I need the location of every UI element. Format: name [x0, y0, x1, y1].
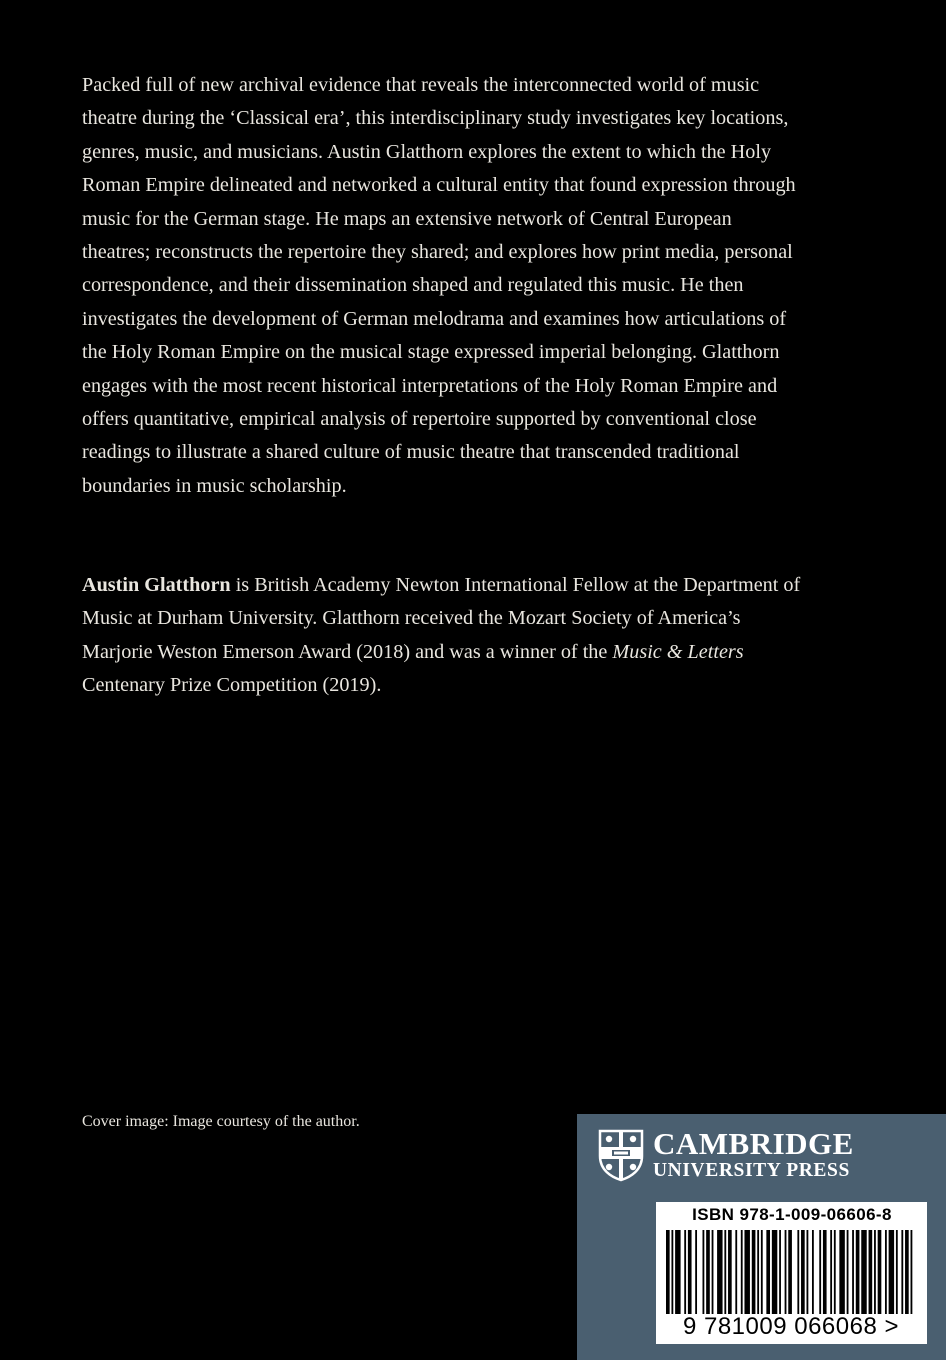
barcode-bar	[861, 1230, 866, 1314]
barcode-bar	[856, 1230, 860, 1314]
barcode-bar	[788, 1230, 792, 1314]
author-name: Austin Glatthorn	[82, 574, 231, 596]
barcode-bar	[801, 1230, 805, 1314]
barcode-bar	[834, 1230, 836, 1314]
barcode-bar	[728, 1230, 732, 1314]
book-description: Packed full of new archival evidence that reveals the interconnected world of music theatre during the ‘Classical era’, this interdisciplinary study investigates key locations, genres, music, and musicians. Austin Glatthorn explores the extent to which the Holy Roman Empire delineated and networked a cultural entity that found expression through music for the German stage. He maps an extensive network of Central European theatres; reconstructs the repertoire they shared; and explores how print media, personal correspondence, and their dissemination shaped and regulated this music. He then investigates the development of German melodrama and examines how articulations of the Holy Roman Empire on the musical stage expressed imperial belonging. Glatthorn engages with the most recent historical interpretations of the Holy Roman Empire and offers quantitative, empirical analysis of repertoire supported by conventional close readings to illustrate a shared culture of music theatre that transcended traditional boundaries in music scholarship.	[82, 74, 796, 497]
author-bio-text-1: is British Academy Newton International Fellow at the Department of Music at Durham University. Glatthorn received the Mozart Society of America’s Marjorie Weston Emerson Award (2018) and was a winner of the	[82, 574, 801, 663]
barcode-bar	[684, 1230, 686, 1314]
barcode-bar	[896, 1230, 898, 1314]
barcode-bar	[671, 1230, 673, 1314]
publisher-name-line2: UNIVERSITY PRESS	[653, 1160, 850, 1181]
isbn-label: ISBN 978-1-009-06606-8	[692, 1205, 892, 1224]
barcode-bar	[839, 1230, 844, 1314]
barcode-bar	[874, 1230, 876, 1314]
barcode-bar	[712, 1230, 714, 1314]
barcode-bar	[878, 1230, 882, 1314]
barcode-bar	[779, 1230, 781, 1314]
journal-title: Music & Letters	[612, 640, 744, 663]
barcode-bar	[819, 1230, 821, 1314]
barcode-bar	[797, 1230, 799, 1314]
barcode-bar	[766, 1230, 770, 1314]
barcode-bar	[889, 1230, 894, 1314]
barcode-bar	[761, 1230, 763, 1314]
author-bio-text-2: Centenary Prize Competition (2019).	[82, 674, 382, 697]
barcode-bar	[703, 1230, 705, 1314]
cover-image-credit: Cover image: Image courtesy of the author.	[82, 1113, 360, 1130]
publisher-name-line1: CAMBRIDGE	[653, 1126, 854, 1161]
barcode-bar	[905, 1230, 909, 1314]
publisher-panel	[577, 1114, 946, 1360]
barcode-bar	[741, 1230, 743, 1314]
barcode-bar	[812, 1230, 814, 1314]
barcode-bar	[830, 1230, 832, 1314]
barcode-bar	[744, 1230, 749, 1314]
barcode-bars	[666, 1230, 916, 1314]
barcode-bar	[724, 1230, 726, 1314]
barcode-bar	[666, 1230, 670, 1314]
barcode-bar	[869, 1230, 873, 1314]
barcode-bar	[757, 1230, 759, 1314]
cambridge-shield-icon	[597, 1128, 645, 1182]
barcode-bar	[852, 1230, 854, 1314]
barcode-bar	[675, 1230, 680, 1314]
barcode-bar	[772, 1230, 777, 1314]
barcode-bar	[911, 1230, 913, 1314]
barcode-bar	[785, 1230, 787, 1314]
barcode-bar	[717, 1230, 722, 1314]
barcode-bar	[706, 1230, 710, 1314]
barcode-bar	[688, 1230, 692, 1314]
barcode-bar	[823, 1230, 827, 1314]
author-bio	[82, 569, 802, 703]
barcode-bar	[847, 1230, 849, 1314]
barcode-bar	[735, 1230, 737, 1314]
barcode-bar	[752, 1230, 756, 1314]
isbn-barcode	[656, 1202, 927, 1344]
barcode-bar	[901, 1230, 903, 1314]
barcode-bar	[695, 1230, 697, 1314]
barcode-bar	[885, 1230, 887, 1314]
publisher-name	[653, 1128, 854, 1182]
barcode-bar	[807, 1230, 809, 1314]
barcode-digits: 9 781009 066068 >	[682, 1313, 900, 1340]
